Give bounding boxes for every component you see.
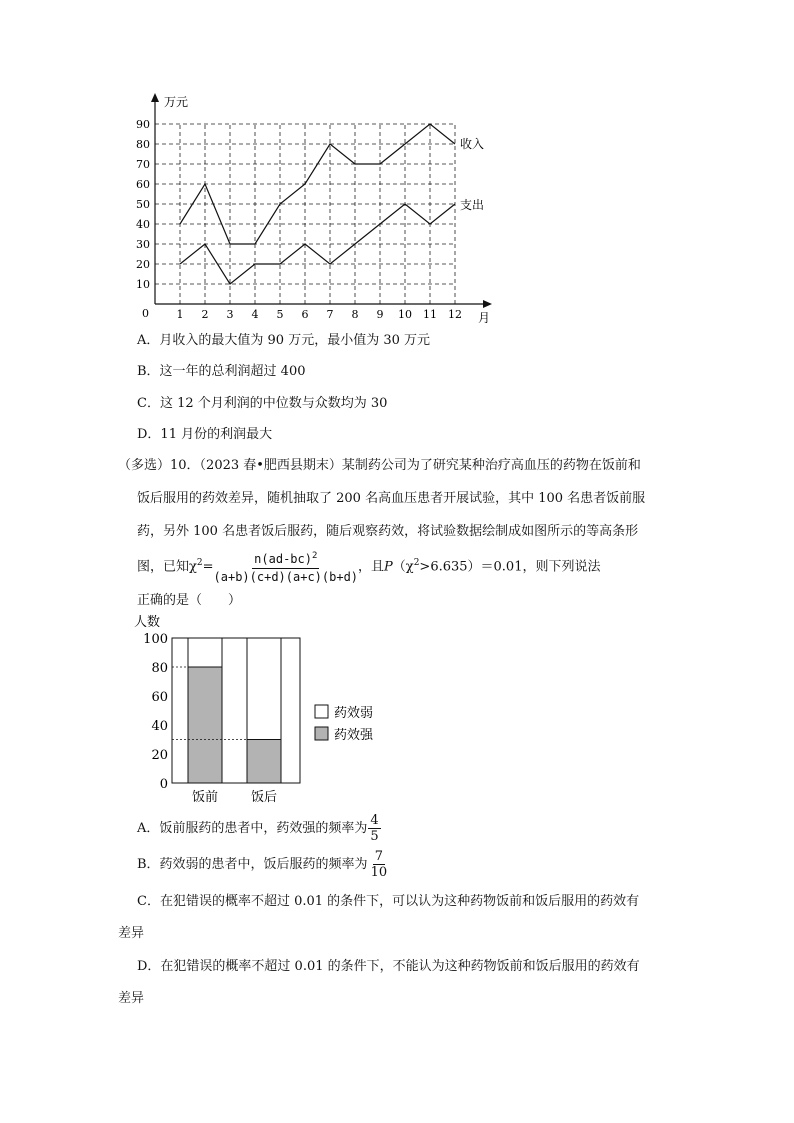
- formula-denominator: (a+b)(c+d)(a+c)(b+d): [213, 569, 359, 584]
- x-axis-arrow: [483, 300, 492, 308]
- y-tick-label: 40: [136, 218, 150, 231]
- y-tick-label: 50: [136, 198, 150, 211]
- q10-option-a-text: A．饭前服药的患者中，药效强的频率为: [137, 821, 368, 836]
- x-tick-label: 5: [276, 308, 284, 321]
- bar-y-tick-label: 80: [151, 661, 168, 676]
- y-tick-label: 10: [136, 278, 150, 291]
- x-tick-label: 11: [423, 308, 437, 321]
- bar-category-label: 饭后: [250, 790, 278, 805]
- bar-chart-category-labels: [192, 790, 277, 805]
- y-tick-label: 90: [136, 118, 150, 131]
- q10-line4-mid: ，且: [358, 559, 385, 575]
- chi-square-formula: [214, 548, 359, 586]
- bar-strong-segment: [247, 740, 281, 784]
- bar-y-tick-label: 100: [143, 632, 168, 647]
- bar-category-label: 饭前: [191, 790, 219, 805]
- chi-square-exponent: 2: [196, 558, 203, 568]
- x-tick-label: 1: [176, 308, 184, 321]
- y-tick-label: 80: [136, 138, 150, 151]
- equals-sign: =: [202, 559, 214, 575]
- q9-option-d: D．11 月份的利润最大: [137, 427, 273, 442]
- q10-line4-paren: （χ: [392, 559, 414, 575]
- line-chart-grid: [155, 124, 455, 304]
- legend-strong-swatch: [315, 727, 328, 740]
- income-expense-line-chart: [120, 88, 500, 328]
- q10-line4-prefix: 图，已知χ: [137, 559, 197, 575]
- x-tick-label: 10: [398, 308, 412, 321]
- y-unit-label: 万元: [164, 95, 189, 109]
- formula-numerator: $n(ad-bc)^2$: [252, 548, 319, 569]
- q9-option-a: A．月收入的最大值为 90 万元，最小值为 30 万元: [137, 333, 431, 348]
- bar-y-tick-label: 60: [151, 690, 168, 705]
- line-chart-axes: [151, 93, 492, 308]
- y-axis-arrow: [151, 93, 159, 102]
- q10-stem-line-2: 饭后服用的药效差异，随机抽取了 200 名高血压患者开展试验，其中 100 名患者饭前服: [137, 491, 646, 506]
- bar-strong-segment: [188, 667, 222, 783]
- bar-chart-y-label: 人数: [134, 615, 161, 630]
- q10-option-b: [137, 848, 389, 882]
- q9-option-b: B．这一年的总利润超过 400: [137, 364, 306, 379]
- bar-chart-y-ticks: [143, 632, 168, 792]
- expense-series-label: 支出: [460, 198, 485, 212]
- origin-label: 0: [142, 307, 149, 320]
- y-tick-label: 20: [136, 258, 150, 271]
- x-tick-label: 4: [251, 308, 259, 321]
- q10-option-d-line-2: 差异: [118, 991, 145, 1006]
- q10-option-a-fraction: $\frac{4}{5}$: [370, 813, 379, 844]
- x-tick-labels: [177, 308, 463, 321]
- x-tick-label: 12: [448, 308, 462, 321]
- q10-stem-line-3: 药，另外 100 名患者饭后服药，随后观察药效，将试验数据绘制成如图所示的等高条形: [137, 524, 639, 539]
- y-tick-label: 30: [136, 238, 150, 251]
- q10-option-a: [137, 812, 381, 846]
- q10-option-b-fraction: $\frac{7}{10}$: [370, 849, 388, 880]
- x-unit-label: 月: [478, 311, 491, 325]
- q9-option-c: C．这 12 个月利润的中位数与众数均为 30: [137, 396, 388, 411]
- efficacy-stacked-bar-chart: [128, 610, 398, 810]
- y-tick-label: 60: [136, 178, 150, 191]
- legend-strong-label: 药效强: [334, 728, 374, 743]
- q10-option-b-text: B．药效弱的患者中，饭后服药的频率为: [137, 857, 368, 872]
- x-tick-label: 8: [351, 308, 359, 321]
- y-tick-labels: [136, 118, 150, 291]
- x-tick-label: 3: [226, 308, 234, 321]
- bar-chart-bars: [188, 638, 281, 783]
- x-tick-label: 6: [301, 308, 309, 321]
- income-series-label: 收入: [460, 137, 485, 151]
- bar-y-tick-label: 20: [151, 748, 168, 763]
- bar-y-tick-label: 40: [151, 719, 168, 734]
- legend-weak-swatch: [315, 705, 328, 718]
- bar-y-tick-label: 0: [159, 777, 168, 792]
- bar-weak-segment: [247, 638, 281, 740]
- probability-symbol: P: [384, 559, 393, 575]
- q10-stem-line-1: （多选）10．（2023 春•肥西县期末）某制药公司为了研究某种治疗高血压的药物在饭前和: [118, 458, 641, 473]
- q10-option-c-line-1: C．在犯错误的概率不超过 0.01 的条件下，可以认为这种药物饭前和饭后服用的药效有: [137, 894, 640, 909]
- chi-square-exponent-2: 2: [413, 558, 420, 568]
- bar-weak-segment: [188, 638, 222, 667]
- x-tick-label: 7: [326, 308, 334, 321]
- y-tick-label: 70: [136, 158, 150, 171]
- q10-option-d-line-1: D．在犯错误的概率不超过 0.01 的条件下，不能认为这种药物饭前和饭后服用的药效有: [137, 959, 640, 974]
- legend-weak-label: 药效弱: [334, 706, 374, 721]
- q10-option-c-line-2: 差异: [118, 926, 145, 941]
- q10-stem-line-5: 正确的是（ ）: [137, 593, 242, 608]
- q10-stem-line-4: [137, 546, 600, 586]
- x-tick-label: 9: [376, 308, 384, 321]
- x-tick-label: 2: [201, 308, 209, 321]
- q10-line4-suffix: >6.635）＝0.01，则下列说法: [419, 559, 601, 575]
